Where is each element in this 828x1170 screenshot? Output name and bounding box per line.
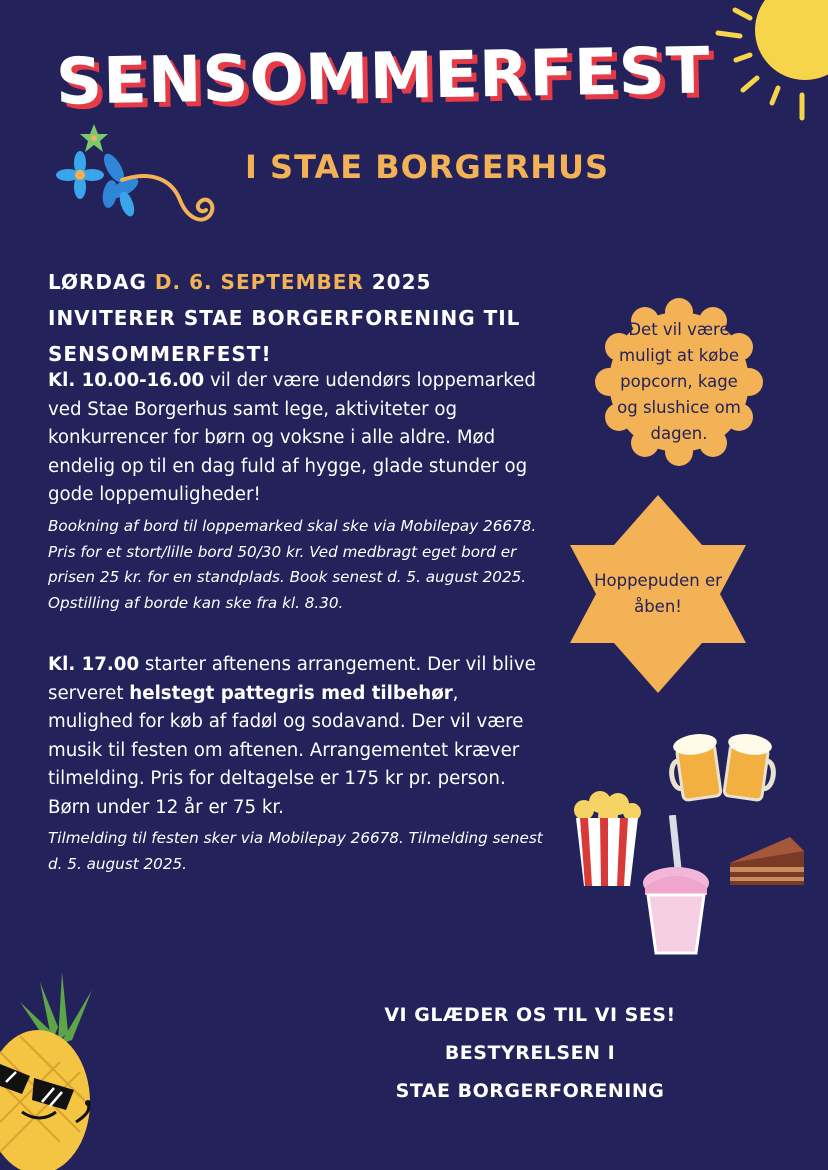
flowers-icon <box>52 120 217 235</box>
badge-bouncy-text: Hoppepuden er åben! <box>594 571 722 616</box>
page-title: SENSOMMERFEST <box>55 34 712 120</box>
pineapple-icon <box>0 972 102 1170</box>
headline <box>48 264 548 372</box>
page-subtitle: I STAE BORGERHUS <box>245 148 610 186</box>
footer-line2: BESTYRELSEN I <box>444 1042 616 1064</box>
headline-part2: 2025 INVITERER STAE BORGERFORENING TIL SENSOMMERFEST! <box>48 270 521 366</box>
section2-paragraph <box>48 651 546 822</box>
section2-text1: starter aftenens arrangement. Der vil blive serveret <box>48 654 536 704</box>
beer-icon <box>665 728 781 810</box>
cake-icon <box>728 833 806 889</box>
footer-line1: VI GLÆDER OS TIL VI SES! <box>384 1004 676 1026</box>
section1-text: vil der være udendørs loppemarked ved Stae Borgerhus samt lege, aktiviteter og konkurrencer for børn og voksne i alle aldre. Mød endelig op til en dag fuld af hygge, glade stunder og gode loppemuligheder! <box>48 370 536 505</box>
headline-date: D. 6. SEPTEMBER <box>154 270 364 294</box>
section1-note: Bookning af bord til loppemarked skal ske via Mobilepay 26678. Pris for et stort/lille bord 50/30 kr. Ved medbragt eget bord er prisen 25 kr. for en standplads. Book senest d. 5. august 2025. Opstilling af borde kan ske fra kl. 8.30. <box>48 517 537 612</box>
section2-note: Tilmelding til festen sker via Mobilepay 26678. Tilmelding senest d. 5. august 2025. <box>48 829 543 873</box>
section1-time: Kl. 10.00-16.00 <box>48 370 205 391</box>
sun-icon <box>700 0 828 125</box>
section2-bold: helstegt pattegris med tilbehør <box>129 682 453 704</box>
popcorn-icon <box>570 788 644 888</box>
badge-food-text: Det vil være muligt at købe popcorn, kage og slushice om dagen. <box>617 320 741 443</box>
headline-part1: LØRDAG <box>48 270 155 294</box>
section2-text2: , mulighed for køb af fadøl og sodavand. Der vil være musik til festen om aftenen. Arrangementet kræver tilmelding. Pris for deltagelse er 175 kr pr. person. Børn under 12 år er 75 kr. <box>48 682 524 818</box>
footer-signoff <box>380 996 680 1110</box>
section2-time: Kl. 17.00 <box>48 654 140 675</box>
section1-paragraph <box>48 367 546 510</box>
footer-line3: STAE BORGERFORENING <box>395 1080 665 1102</box>
slushice-icon <box>640 815 712 957</box>
